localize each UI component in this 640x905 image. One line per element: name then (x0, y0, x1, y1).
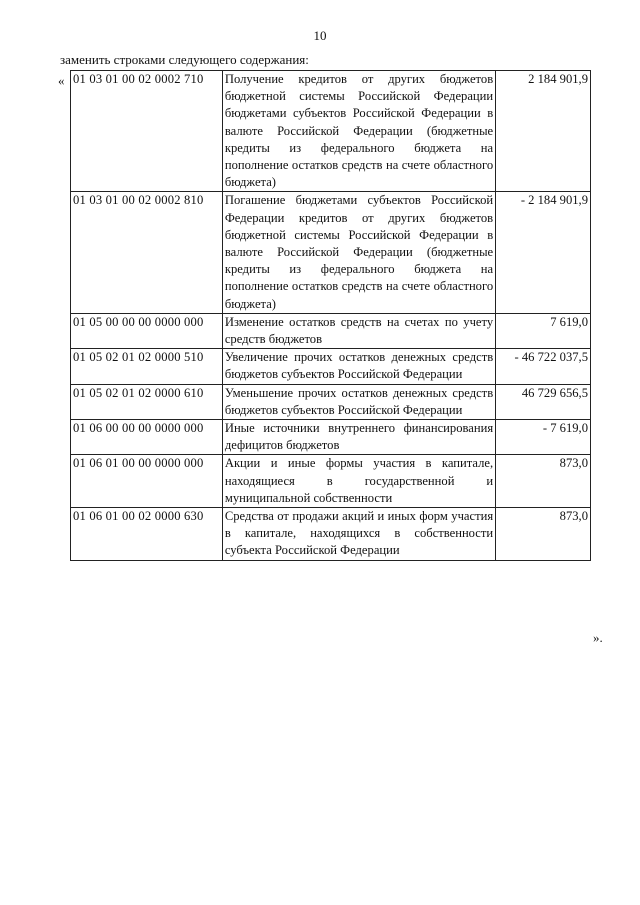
budget-code: 01 05 02 01 02 0000 510 (71, 349, 223, 384)
intro-text: заменить строками следующего содержания: (60, 52, 309, 67)
row-amount: 7 619,0 (496, 313, 591, 348)
closing-quote-mark: ». (593, 630, 603, 645)
page-number: 10 (313, 28, 327, 43)
budget-code: 01 05 02 01 02 0000 610 (71, 384, 223, 419)
budget-code: 01 03 01 00 02 0002 810 (71, 192, 223, 313)
row-amount: 873,0 (496, 455, 591, 508)
row-description: Погашение бюджетами субъектов Российской Федерации кредитов от других бюджетов бюджетной системы Российской Федерации в валюте Российской Федерации (бюджетные кредиты из федерального бюджета на пополнение остатков средств на счете областного бюджета) (222, 192, 495, 313)
budget-sources-table (70, 70, 591, 561)
row-description: Средства от продажи акций и иных форм участия в капитале, находящихся в собственности субъекта Российской Федерации (222, 508, 495, 561)
row-amount: 46 729 656,5 (496, 384, 591, 419)
table-row (71, 455, 591, 508)
budget-code: 01 06 01 00 00 0000 000 (71, 455, 223, 508)
opening-quote-mark: « (58, 73, 65, 88)
row-description: Иные источники внутреннего финансирования дефицитов бюджетов (222, 420, 495, 455)
table-row (71, 349, 591, 384)
table-row (71, 508, 591, 561)
table-row (71, 192, 591, 313)
budget-code: 01 03 01 00 02 0002 710 (71, 71, 223, 192)
table-row (71, 71, 591, 192)
row-description: Увеличение прочих остатков денежных средств бюджетов субъектов Российской Федерации (222, 349, 495, 384)
table-row (71, 313, 591, 348)
table-row (71, 420, 591, 455)
row-amount: 2 184 901,9 (496, 71, 591, 192)
row-amount: - 46 722 037,5 (496, 349, 591, 384)
row-description: Получение кредитов от других бюджетов бюджетной системы Российской Федерации бюджетами субъектов Российской Федерации в валюте Российской Федерации (бюджетные кредиты из федерального бюджета на пополнение остатков средств на счете областного бюджета) (222, 71, 495, 192)
table-row (71, 384, 591, 419)
budget-code: 01 06 00 00 00 0000 000 (71, 420, 223, 455)
row-description: Акции и иные формы участия в капитале, находящиеся в государственной и муниципальной собственности (222, 455, 495, 508)
row-amount: - 7 619,0 (496, 420, 591, 455)
row-amount: 873,0 (496, 508, 591, 561)
row-amount: - 2 184 901,9 (496, 192, 591, 313)
budget-code: 01 05 00 00 00 0000 000 (71, 313, 223, 348)
budget-code: 01 06 01 00 02 0000 630 (71, 508, 223, 561)
row-description: Изменение остатков средств на счетах по учету средств бюджетов (222, 313, 495, 348)
row-description: Уменьшение прочих остатков денежных средств бюджетов субъектов Российской Федерации (222, 384, 495, 419)
